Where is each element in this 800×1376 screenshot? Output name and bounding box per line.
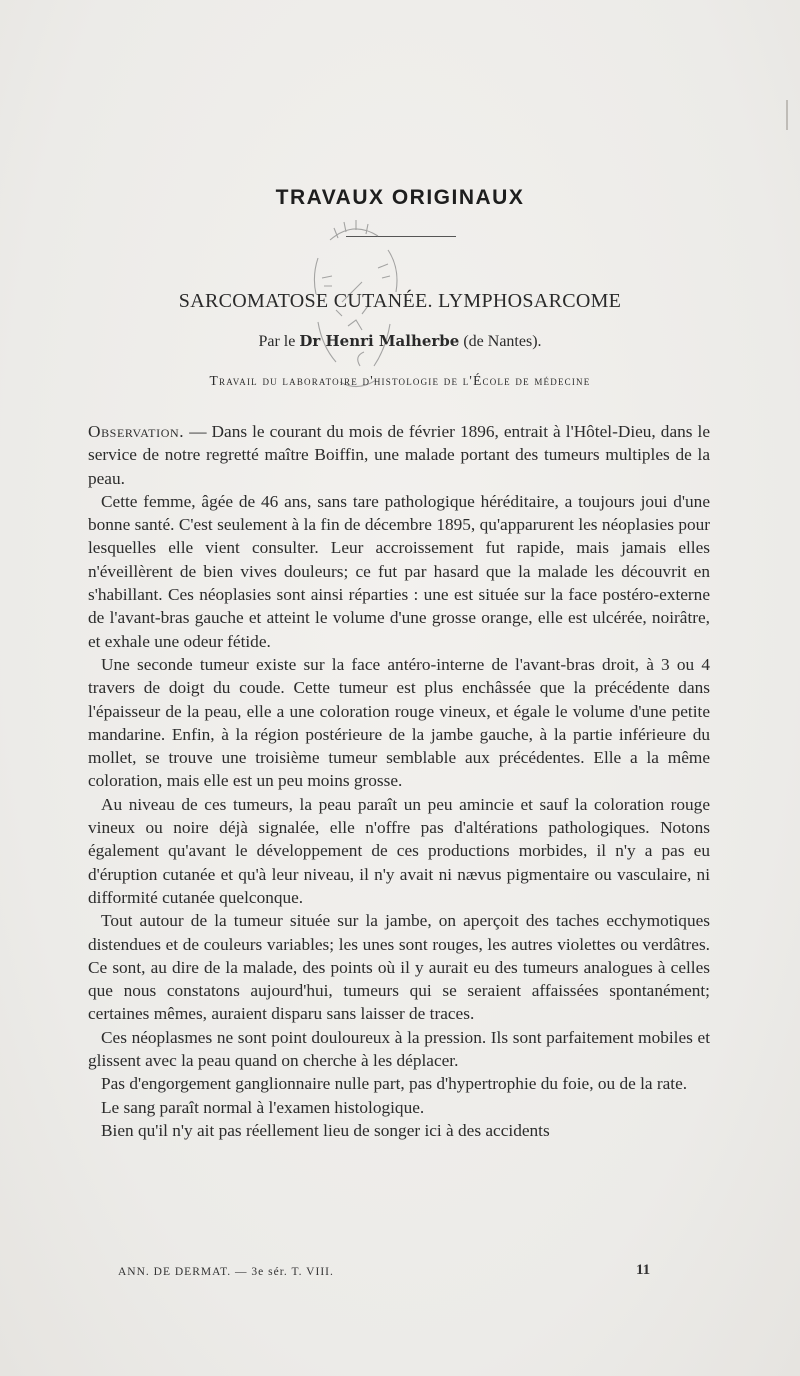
article-title: SARCOMATOSE CUTANÉE. LYMPHOSARCOME xyxy=(178,290,622,312)
affiliation: Travail du laboratoire d'histologie de l'École de médecine xyxy=(209,373,591,388)
paragraph-6: Ces néoplasmes ne sont point douloureux à la pression. Ils sont parfaitement mobiles et glissent avec la peau quand on cherche à les déplacer. xyxy=(88,1027,710,1071)
paragraph-1-text: — Dans le courant du mois de février 1896, entrait à l'Hôtel-Dieu, dans le service de notre regretté maître Boiffin, une malade portant des tumeurs multiples de la peau. xyxy=(88,422,710,488)
page-edge-mark xyxy=(786,100,788,130)
paragraph-2: Cette femme, âgée de 46 ans, sans tare pathologique héréditaire, a toujours joui d'une bonne santé. C'est seulement à la fin de décembre 1895, qu'apparurent les néoplasies pour lesquelles elle vient consulter. Leur accroissement fut rapide, mais jamais elles n'éveillèrent de bien vives douleurs; ce fut par hasard que la malade les découvrit en s'habillant. Ces néoplasies sont ainsi réparties : une est située sur la face postéro-externe de l'avant-bras gauche et atteint le volume d'une grosse orange, elle est ulcérée, noirâtre, et exhale une odeur fétide. xyxy=(88,491,710,651)
page-number: 11 xyxy=(636,1262,651,1278)
byline-suffix: (de Nantes). xyxy=(463,333,542,350)
author-name: Dr Henri Malherbe xyxy=(299,332,460,350)
byline-prefix: Par le xyxy=(258,333,296,350)
observation-label: Observation. xyxy=(88,422,185,441)
paragraph-9: Bien qu'il n'y ait pas réellement lieu de songer ici à des accidents xyxy=(101,1120,550,1140)
paragraph-7: Pas d'engorgement ganglionnaire nulle part, pas d'hypertrophie du foie, ou de la rate. xyxy=(101,1074,688,1094)
section-heading: TRAVAUX ORIGINAUX xyxy=(275,186,525,209)
paragraph-5: Tout autour de la tumeur située sur la jambe, on aperçoit des taches ecchymotiques distendues et de couleurs variables; les unes sont rouges, les autres violettes ou verdâtres. Ce sont, au dire de la malade, des points où il y aurait eu des tumeurs analogues à celles que nous constatons aujourd'hui, tumeurs qui se seraient affaissées spontanément; certaines mêmes, auraient disparu sans laisser de traces. xyxy=(88,911,710,1024)
paragraph-1 xyxy=(88,420,710,490)
article-body xyxy=(88,420,710,1142)
paragraph-4: Au niveau de ces tumeurs, la peau paraît un peu amincie et sauf la coloration rouge vineux ou noire déjà signalée, elle n'offre pas d'altérations pathologiques. Notons également qu'avant le développement de ces productions morbides, il n'y a pas eu d'éruption cutanée et qu'à leur niveau, il n'y avait ni nævus pigmentaire ou vasculaire, ni difformité cutanée quelconque. xyxy=(88,794,710,907)
byline xyxy=(0,332,800,351)
paragraph-3: Une seconde tumeur existe sur la face antéro-interne de l'avant-bras droit, à 3 ou 4 travers de doigt du coude. Cette tumeur est plus enchâssée que la précédente dans l'épaisseur de la peau, elle a une coloration rouge vineux, et égale le volume d'une petite mandarine. Enfin, à la région postérieure de la jambe gauche, à la partie inférieure du mollet, se trouve une troisième tumeur semblable aux précédentes. Elle a la même coloration, mais elle est un peu moins grosse. xyxy=(88,654,710,791)
footer-journal-ref: ANN. DE DERMAT. — 3e sér. T. VIII. xyxy=(118,1266,334,1278)
paragraph-8: Le sang paraît normal à l'examen histologique. xyxy=(101,1097,425,1117)
